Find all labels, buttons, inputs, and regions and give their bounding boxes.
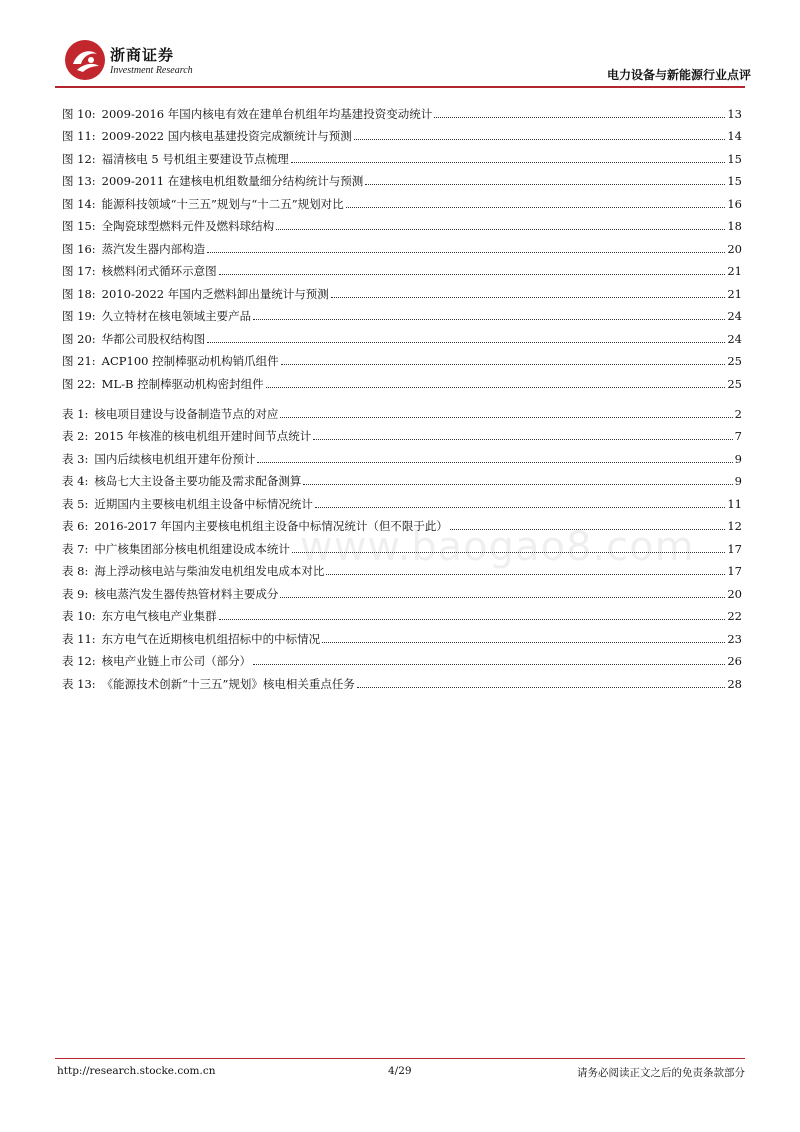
figure-title: 2009-2022 国内核电基建投资完成额统计与预测 bbox=[101, 129, 352, 143]
table-page: 7 bbox=[734, 429, 742, 443]
dot-leader bbox=[253, 664, 725, 665]
dot-leader bbox=[357, 687, 725, 688]
dot-leader bbox=[280, 597, 725, 598]
figure-number: 图 10: bbox=[62, 106, 96, 121]
table-title: 2015 年核准的核电机组开建时间节点统计 bbox=[94, 429, 312, 443]
dot-leader bbox=[276, 229, 725, 230]
figure-title: 2009-2016 年国内核电有效在建单台机组年均基建投资变动统计 bbox=[101, 106, 433, 121]
toc-figure-row[interactable] bbox=[62, 368, 742, 391]
figure-number: 图 11: bbox=[62, 129, 96, 143]
table-page: 11 bbox=[727, 496, 742, 511]
table-number: 表 2: bbox=[62, 429, 89, 443]
figure-title: 福清核电 5 号机组主要建设节点梳理 bbox=[101, 151, 289, 166]
figure-page: 18 bbox=[727, 219, 742, 233]
table-page: 23 bbox=[727, 631, 742, 646]
table-number: 表 10: bbox=[62, 609, 96, 623]
table-title: 东方电气核电产业集群 bbox=[101, 609, 217, 623]
toc-figure-row[interactable] bbox=[62, 323, 742, 346]
footer-divider bbox=[55, 1058, 745, 1059]
table-number: 表 9: bbox=[62, 586, 89, 601]
figure-page: 25 bbox=[727, 354, 742, 368]
figure-page: 20 bbox=[727, 241, 742, 256]
figure-page: 15 bbox=[727, 151, 742, 166]
table-title: 近期国内主要核电机组主设备中标情况统计 bbox=[94, 496, 313, 511]
toc-figure-row[interactable] bbox=[62, 211, 742, 234]
report-type: 电力设备与新能源行业点评 bbox=[606, 68, 751, 82]
table-number: 表 3: bbox=[62, 451, 89, 466]
figure-page: 21 bbox=[727, 286, 742, 301]
toc-figure-row[interactable] bbox=[62, 121, 742, 144]
table-number: 表 6: bbox=[62, 519, 89, 533]
table-page: 22 bbox=[727, 609, 742, 623]
figure-title: 华都公司股权结构图 bbox=[101, 331, 206, 346]
figure-page: 25 bbox=[727, 376, 742, 391]
figure-number: 图 14: bbox=[62, 196, 96, 211]
figure-title: 2010-2022 年国内乏燃料卸出量统计与预测 bbox=[101, 286, 329, 301]
dot-leader bbox=[266, 387, 726, 388]
table-page: 17 bbox=[727, 564, 742, 578]
toc-table-row[interactable] bbox=[62, 623, 742, 646]
dot-leader bbox=[253, 319, 725, 320]
dot-leader bbox=[354, 139, 726, 140]
figure-number: 图 20: bbox=[62, 331, 96, 346]
figure-page: 15 bbox=[727, 174, 742, 188]
footer-url-link[interactable]: http://research.stocke.com.cn bbox=[57, 1065, 216, 1077]
dot-leader bbox=[219, 274, 726, 275]
toc-figure-row[interactable] bbox=[62, 98, 742, 121]
toc-table-row[interactable] bbox=[62, 578, 742, 601]
logo-icon bbox=[63, 38, 107, 82]
header-divider bbox=[55, 86, 745, 88]
dot-leader bbox=[313, 439, 732, 440]
table-title: 中广核集团部分核电机组建设成本统计 bbox=[94, 541, 290, 556]
table-page: 12 bbox=[727, 519, 742, 533]
figure-title: 2009-2011 在建核电机组数量细分结构统计与预测 bbox=[101, 174, 364, 188]
footer-disclaimer: 请务必阅读正文之后的免责条款部分 bbox=[577, 1067, 745, 1079]
figure-number: 图 18: bbox=[62, 286, 96, 301]
figure-number: 图 13: bbox=[62, 174, 96, 188]
dot-leader bbox=[257, 462, 732, 463]
figure-page: 24 bbox=[727, 331, 742, 346]
dot-leader bbox=[280, 417, 732, 418]
page-indicator: 4/29 bbox=[388, 1065, 412, 1077]
table-number: 表 8: bbox=[62, 564, 89, 578]
table-title: 核电蒸汽发生器传热管材料主要成分 bbox=[94, 586, 279, 601]
watermark: www.baogao8.com bbox=[300, 524, 695, 570]
brand-name: 浙商证券 bbox=[110, 46, 175, 64]
table-page: 9 bbox=[734, 451, 742, 466]
table-title: 东方电气在近期核电机组招标中的中标情况 bbox=[101, 631, 321, 646]
dot-leader bbox=[291, 162, 726, 163]
toc-figure-row[interactable] bbox=[62, 278, 742, 301]
figure-title: ACP100 控制棒驱动机构销爪组件 bbox=[101, 354, 279, 368]
toc-figure-row[interactable] bbox=[62, 166, 742, 189]
toc-table-row[interactable] bbox=[62, 398, 742, 421]
figure-title: 核燃料闭式循环示意图 bbox=[101, 264, 217, 278]
figure-number: 图 16: bbox=[62, 241, 96, 256]
dot-leader bbox=[322, 642, 725, 643]
toc-table-row[interactable] bbox=[62, 443, 742, 466]
table-title: 海上浮动核电站与柴油发电机组发电成本对比 bbox=[94, 564, 325, 578]
toc-figure-row[interactable] bbox=[62, 143, 742, 166]
toc-table-row[interactable] bbox=[62, 668, 742, 691]
figure-number: 图 22: bbox=[62, 376, 96, 391]
toc-figure-row[interactable] bbox=[62, 188, 742, 211]
table-page: 9 bbox=[734, 474, 742, 488]
dot-leader bbox=[346, 207, 726, 208]
table-page: 28 bbox=[727, 676, 742, 691]
toc-figure-row[interactable] bbox=[62, 301, 742, 324]
dot-leader bbox=[219, 619, 726, 620]
page-header bbox=[55, 38, 755, 88]
toc-table-row[interactable] bbox=[62, 646, 742, 669]
dot-leader bbox=[303, 484, 732, 485]
toc-table-row[interactable] bbox=[62, 488, 742, 511]
figure-title: 蒸汽发生器内部构造 bbox=[101, 241, 206, 256]
figure-page: 13 bbox=[727, 106, 742, 121]
figure-title: 全陶瓷球型燃料元件及燃料球结构 bbox=[101, 219, 275, 233]
table-title: 核岛七大主设备主要功能及需求配备测算 bbox=[94, 474, 302, 488]
figure-page: 14 bbox=[727, 129, 742, 143]
figure-number: 图 15: bbox=[62, 219, 96, 233]
dot-leader bbox=[315, 507, 726, 508]
dot-leader bbox=[207, 252, 725, 253]
brand-subtitle: Investment Research bbox=[110, 65, 193, 76]
dot-leader bbox=[434, 117, 725, 118]
figure-title: ML-B 控制棒驱动机构密封组件 bbox=[101, 376, 264, 391]
figure-page: 16 bbox=[727, 196, 742, 211]
table-number: 表 4: bbox=[62, 474, 89, 488]
figure-page: 24 bbox=[727, 309, 742, 323]
figure-title: 久立特材在核电领域主要产品 bbox=[101, 309, 252, 323]
table-number: 表 12: bbox=[62, 654, 96, 668]
page-footer bbox=[55, 1065, 745, 1085]
dot-leader bbox=[326, 574, 725, 575]
table-number: 表 7: bbox=[62, 541, 89, 556]
table-number: 表 1: bbox=[62, 406, 89, 421]
dot-leader bbox=[331, 297, 726, 298]
toc-table-row[interactable] bbox=[62, 601, 742, 624]
toc-figure-row[interactable] bbox=[62, 233, 742, 256]
figure-number: 图 19: bbox=[62, 309, 96, 323]
table-number: 表 5: bbox=[62, 496, 89, 511]
table-title: 核电项目建设与设备制造节点的对应 bbox=[94, 406, 279, 421]
figure-number: 图 17: bbox=[62, 264, 96, 278]
toc-table-row[interactable] bbox=[62, 421, 742, 444]
dot-leader bbox=[281, 364, 726, 365]
figure-number: 图 21: bbox=[62, 354, 96, 368]
dot-leader bbox=[365, 184, 725, 185]
table-page: 20 bbox=[727, 586, 742, 601]
figure-list bbox=[62, 98, 742, 391]
toc-figure-row[interactable] bbox=[62, 256, 742, 279]
table-title: 核电产业链上市公司（部分） bbox=[101, 654, 252, 668]
table-title: 《能源技术创新“十三五”规划》核电相关重点任务 bbox=[101, 676, 355, 691]
dot-leader bbox=[207, 342, 725, 343]
figure-number: 图 12: bbox=[62, 151, 96, 166]
table-number: 表 11: bbox=[62, 631, 96, 646]
table-page: 26 bbox=[727, 654, 742, 668]
figure-page: 21 bbox=[727, 264, 742, 278]
table-number: 表 13: bbox=[62, 676, 96, 691]
table-page: 17 bbox=[727, 541, 742, 556]
table-title: 2016-2017 年国内主要核电机组主设备中标情况统计（但不限于此） bbox=[94, 519, 448, 533]
table-page: 2 bbox=[734, 406, 742, 421]
table-title: 国内后续核电机组开建年份预计 bbox=[94, 451, 256, 466]
toc-table-row[interactable] bbox=[62, 466, 742, 489]
toc-figure-row[interactable] bbox=[62, 346, 742, 369]
figure-title: 能源科技领域“十三五”规划与“十二五”规划对比 bbox=[101, 196, 344, 211]
